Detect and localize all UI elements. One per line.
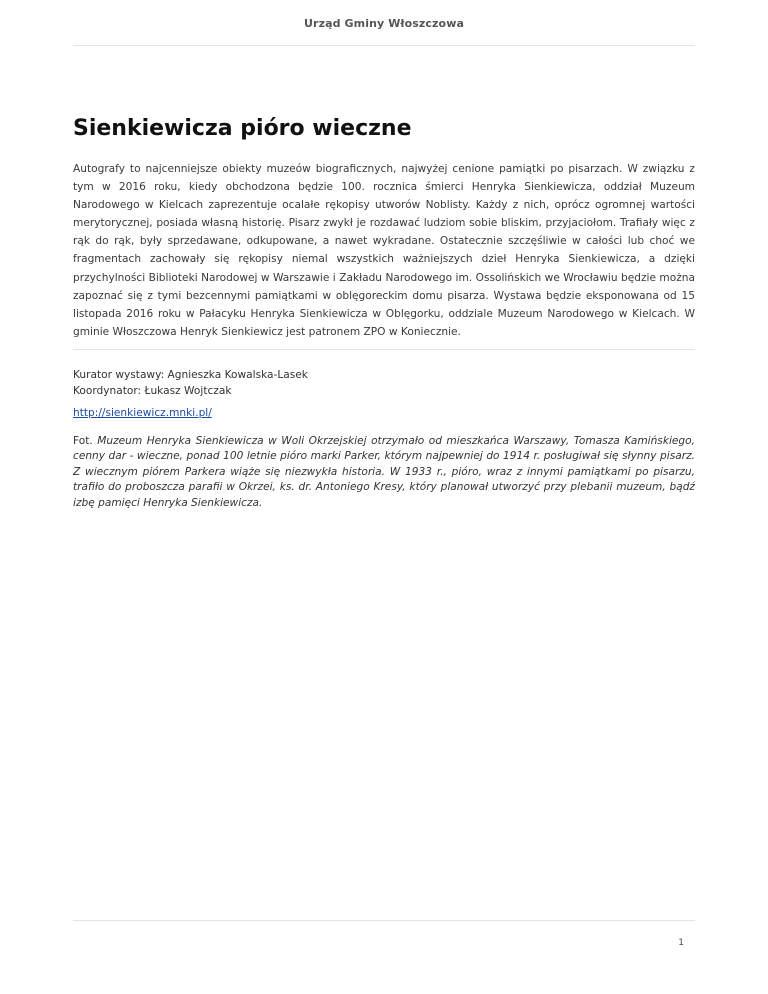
photo-prefix: Fot. — [73, 435, 93, 447]
photo-caption: Muzeum Henryka Sienkiewicza w Woli Okrzejskiej otrzymało od mieszkańca Warszawy, Tomasza Kamińskiego, cenny dar - wieczne, ponad 100 letnie pióro marki Parker, którym najpewniej do 1914 r. posługiwał się słynny pisarz. Z wiecznym piórem Parkera wiąże się niezwykła historia. W 1933 r., pióro, wraz z innymi pamiątkami po pisarzu, trafiło do proboszcza parafii w Okrzei, ks. dr. Antoniego Kresy, który planował utworzyć przy plebanii muzeum, bądź izbę pamięci Henryka Sienkiewicza. — [73, 435, 696, 509]
content-divider — [73, 349, 695, 350]
photo-caption-paragraph — [73, 434, 695, 511]
curator-line: Kurator wystawy: Agnieszka Kowalska-Lasek — [73, 369, 308, 381]
article-title: Sienkiewicza pióro wieczne — [73, 116, 412, 141]
page-number: 1 — [678, 938, 684, 948]
museum-website-link[interactable]: http://sienkiewicz.mnki.pl/ — [73, 407, 212, 419]
coordinator-line: Koordynator: Łukasz Wojtczak — [73, 384, 232, 397]
footer-divider — [73, 920, 695, 921]
site-header-title: Urząd Gminy Włoszczowa — [304, 17, 464, 30]
header-divider — [73, 45, 695, 46]
article-body: Autografy to najcenniejsze obiekty muzeów biograficznych, najwyżej cenione pamiątki po pisarzach. W związku z tym w 2016 roku, kiedy obchodzona będzie 100. rocznica śmierci Henryka Sienkiewicza, oddział Muzeum Narodowego w Kielcach zaprezentuje ocalałe rękopisy utworów Noblisty. Każdy z nich, oprócz ogromnej wartości merytorycznej, posiada własną historię. Pisarz zwykł je rozdawać ludziom sobie bliskim, przyjaciołom. Trafiały więc z rąk do rąk, były sprzedawane, odkupowane, a nawet wykradane. Ostatecznie szczęśliwie w całości lub choć we fragmentach zachowały się rękopisy niemal wszystkich ważniejszych dzieł Henryka Sienkiewicza, a dzięki przychylności Biblioteki Narodowej w Warszawie i Zakładu Narodowego im. Ossolińskich we Wrocławiu będzie można zapoznać się z tymi bezcennymi pamiątkami w oblęgoreckim domu pisarza. Wystawa będzie eksponowana od 15 listopada 2016 roku w Pałacyku Henryka Sienkiewicza w Oblęgorku, oddziale Muzeum Narodowego w Kielcach. W gminie Włoszczowa Henryk Sienkiewicz jest patronem ZPO w Koniecznie. — [73, 163, 695, 338]
exhibition-credits — [73, 368, 695, 399]
